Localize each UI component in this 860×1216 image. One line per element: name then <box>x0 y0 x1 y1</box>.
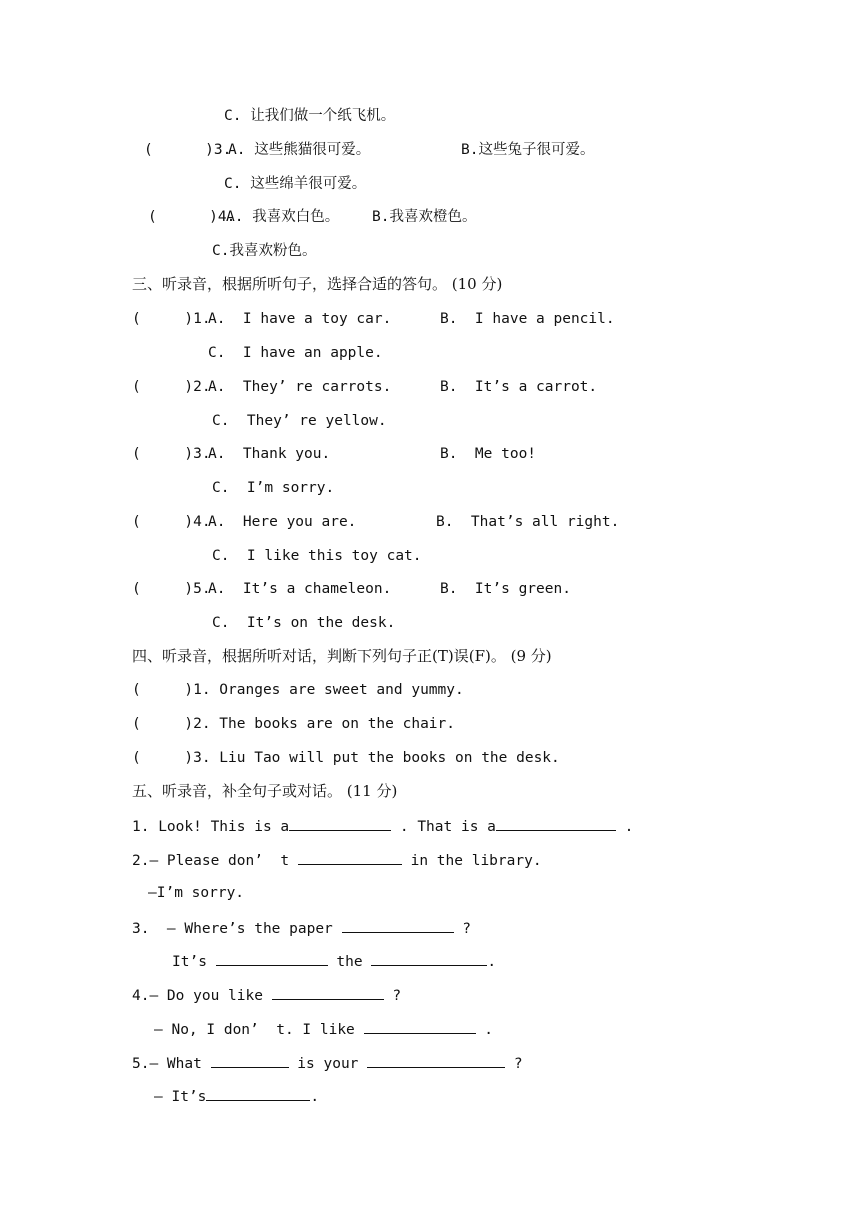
p5-line-3-reply <box>172 950 496 972</box>
p3-q1-number: ( )1. <box>132 311 211 327</box>
p5-l4-text-a: 4.— Do you like <box>132 988 272 1004</box>
p5-l5-text-d: — It’s <box>154 1089 207 1105</box>
p5-l3-text-d: the <box>327 954 372 970</box>
p3-q3-option-b: B. Me too! <box>440 446 537 462</box>
p5-l1-text-c: . <box>615 819 634 835</box>
answer-blank[interactable] <box>371 950 487 966</box>
p3-q5-number: ( )5. <box>132 581 211 597</box>
p3-q2-number: ( )2. <box>132 379 211 395</box>
p5-line-4-reply <box>154 1018 493 1040</box>
p3-q4-option-c: C. I like this toy cat. <box>212 548 422 564</box>
p5-line-5 <box>132 1052 523 1074</box>
q3-option-b: B.这些兔子很可爱。 <box>461 142 595 158</box>
p5-l2-text-b: in the library. <box>401 853 542 869</box>
answer-blank[interactable] <box>298 849 402 865</box>
p3-q4-option-b: B. That’s all right. <box>436 514 620 530</box>
p4-statement-3: ( )3. Liu Tao will put the books on the desk. <box>132 750 560 766</box>
p3-q2-option-b: B. It’s a carrot. <box>440 379 598 395</box>
answer-blank[interactable] <box>206 1085 310 1101</box>
p5-l4-text-b: ? <box>383 988 402 1004</box>
q3-answer-paren: ( )3. <box>144 142 232 158</box>
p5-l2-text-a: 2.— Please don’ t <box>132 853 298 869</box>
p5-line-1 <box>132 815 633 837</box>
p3-q1-option-b: B. I have a pencil. <box>440 311 615 327</box>
p5-l4-text-c: — No, I don’ t. I like <box>154 1022 364 1038</box>
q3-option-a: A. 这些熊猫很可爱。 <box>228 142 371 158</box>
p5-line-4 <box>132 984 401 1006</box>
q4-option-b: B.我喜欢橙色。 <box>372 209 477 225</box>
p3-q1-option-a: A. I have a toy car. <box>208 311 392 327</box>
p3-q4-number: ( )4. <box>132 514 211 530</box>
answer-blank[interactable] <box>364 1018 476 1034</box>
answer-blank[interactable] <box>289 815 391 831</box>
q3-option-c: C. 这些绵羊很可爱。 <box>224 176 367 192</box>
p5-l1-text-a: 1. Look! This is a <box>132 819 290 835</box>
p5-line-5-reply <box>154 1085 319 1107</box>
p3-q1-option-c: C. I have an apple. <box>208 345 383 361</box>
q4-option-a: A. 我喜欢白色。 <box>226 209 340 225</box>
section-3-title: 三、听录音，根据所听句子，选择合适的答句。 (10 分) <box>132 275 503 293</box>
p5-l3-text-c: It’s <box>172 954 216 970</box>
p3-q4-option-a: A. Here you are. <box>208 514 357 530</box>
answer-blank[interactable] <box>211 1052 289 1068</box>
p3-q2-option-c: C. They’ re yellow. <box>212 413 387 429</box>
answer-blank[interactable] <box>496 815 616 831</box>
q2-option-c: C. 让我们做一个纸飞机。 <box>224 108 396 124</box>
p5-l5-text-e: . <box>310 1089 320 1105</box>
p5-line-2-reply: —I’m sorry. <box>148 885 245 901</box>
p4-statement-2: ( )2. The books are on the chair. <box>132 716 456 732</box>
p5-l4-text-d: . <box>475 1022 493 1038</box>
p5-l5-text-a: 5.— What <box>132 1056 211 1072</box>
p3-q5-option-c: C. It’s on the desk. <box>212 615 396 631</box>
p5-l3-text-a: 3. — Where’s the paper <box>132 921 342 937</box>
p3-q5-option-a: A. It’s a chameleon. <box>208 581 392 597</box>
p3-q3-option-c: C. I’m sorry. <box>212 480 335 496</box>
q4-option-c: C.我喜欢粉色。 <box>212 243 317 259</box>
answer-blank[interactable] <box>367 1052 505 1068</box>
p3-q3-option-a: A. Thank you. <box>208 446 331 462</box>
p5-l3-text-b: ? <box>453 921 471 937</box>
answer-blank[interactable] <box>342 917 454 933</box>
p5-l1-text-b: . That is a <box>391 819 496 835</box>
answer-blank[interactable] <box>216 950 328 966</box>
p3-q3-number: ( )3. <box>132 446 211 462</box>
p3-q2-option-a: A. They’ re carrots. <box>208 379 392 395</box>
p5-l5-text-b: is your <box>288 1056 368 1072</box>
answer-blank[interactable] <box>272 984 384 1000</box>
p3-q5-option-b: B. It’s green. <box>440 581 571 597</box>
section-5-title: 五、听录音，补全句子或对话。 (11 分) <box>132 782 398 800</box>
p4-statement-1: ( )1. Oranges are sweet and yummy. <box>132 682 464 698</box>
p5-l3-text-e: . <box>487 954 497 970</box>
p5-line-2 <box>132 849 542 871</box>
p5-l5-text-c: ? <box>505 1056 523 1072</box>
section-4-title: 四、听录音，根据所听对话，判断下列句子正(T)误(F)。 (9 分) <box>132 647 552 665</box>
q4-answer-paren: ( )4. <box>148 209 236 225</box>
p5-line-3 <box>132 917 471 939</box>
